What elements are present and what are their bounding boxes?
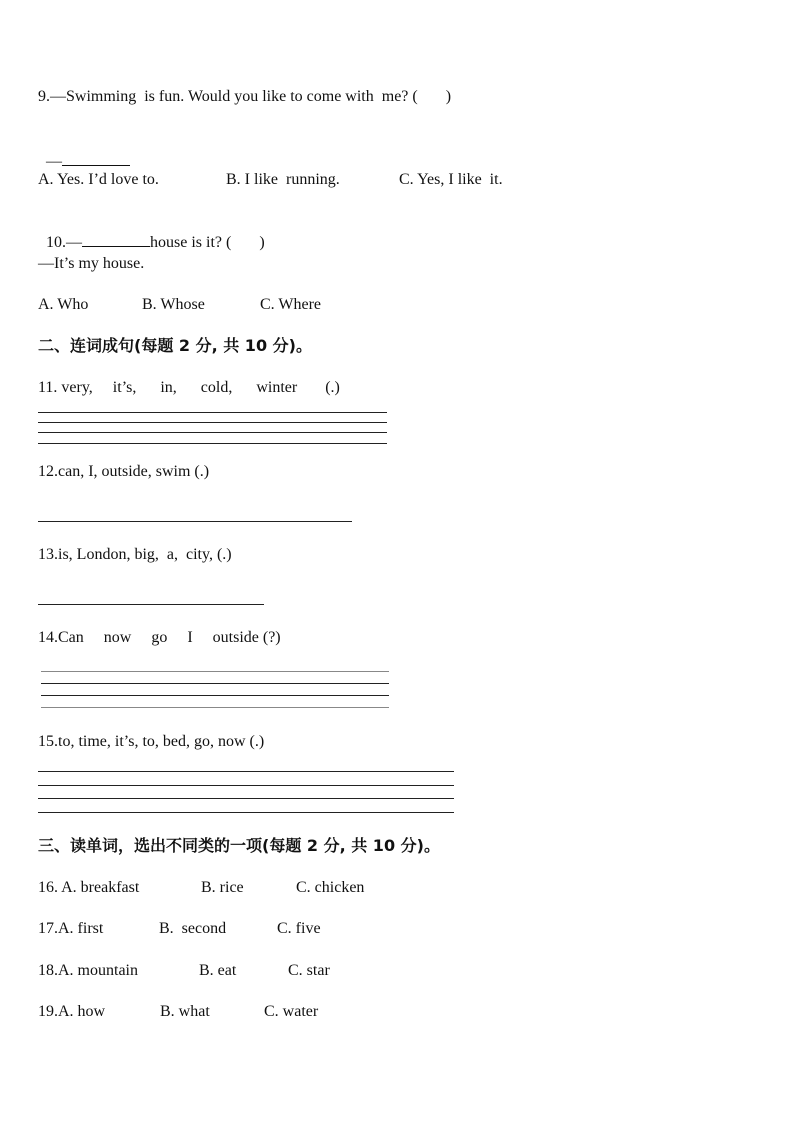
- q10-option-b[interactable]: B. Whose: [142, 296, 205, 313]
- question-9: 9.—Swimming is fun. Would you like to come with me? ( ): [38, 88, 452, 105]
- q10-option-c[interactable]: C. Where: [260, 296, 322, 313]
- q19-option-c[interactable]: C. water: [264, 1003, 319, 1020]
- q15-writing-line-1[interactable]: [38, 771, 454, 772]
- q17-option-b[interactable]: B. second: [159, 920, 227, 937]
- q11-writing-line-1[interactable]: [38, 412, 387, 413]
- q9-option-b[interactable]: B. I like running.: [226, 171, 340, 188]
- q18-option-b[interactable]: B. eat: [199, 962, 237, 979]
- q12-answer-line[interactable]: [38, 521, 352, 522]
- question-12: 12.can, I, outside, swim (.): [38, 463, 210, 480]
- section-3-heading: 三、读单词，选出不同类的一项(每题 2 分, 共 10 分)。: [38, 836, 440, 855]
- q16-option-b[interactable]: B. rice: [201, 879, 244, 896]
- q19-option-b[interactable]: B. what: [160, 1003, 210, 1020]
- question-14: 14.Can now go I outside (?): [38, 629, 281, 646]
- q9-option-a[interactable]: A. Yes. I’d love to.: [38, 171, 159, 188]
- q14-writing-line-1[interactable]: [41, 671, 389, 672]
- answer-dash: —: [46, 153, 62, 170]
- q10-prefix: 10.—: [46, 234, 82, 251]
- question-10: [38, 212, 265, 253]
- q17-option-c[interactable]: C. five: [277, 920, 321, 937]
- q16-option-a[interactable]: 16. A. breakfast: [38, 879, 140, 896]
- question-13: 13.is, London, big, a, city, (.): [38, 546, 232, 563]
- q14-writing-line-2[interactable]: [41, 683, 389, 684]
- q19-option-a[interactable]: 19.A. how: [38, 1003, 106, 1020]
- q14-writing-line-4[interactable]: [41, 707, 389, 708]
- q16-option-c[interactable]: C. chicken: [296, 879, 365, 896]
- q18-option-c[interactable]: C. star: [288, 962, 330, 979]
- q15-writing-line-3[interactable]: [38, 798, 454, 799]
- q10-option-a[interactable]: A. Who: [38, 296, 89, 313]
- q14-writing-line-3[interactable]: [41, 695, 389, 696]
- q15-writing-line-4[interactable]: [38, 812, 454, 813]
- q11-writing-line-2[interactable]: [38, 422, 387, 423]
- q13-answer-line[interactable]: [38, 604, 264, 605]
- question-15: 15.to, time, it’s, to, bed, go, now (.): [38, 733, 265, 750]
- q11-writing-line-3[interactable]: [38, 432, 387, 433]
- question-11: 11. very, it’s, in, cold, winter (.): [38, 379, 340, 396]
- section-2-heading: 二、连词成句(每题 2 分, 共 10 分)。: [38, 336, 312, 355]
- q11-writing-line-4[interactable]: [38, 443, 387, 444]
- q10-suffix: house is it? ( ): [150, 234, 265, 251]
- answer-blank[interactable]: [62, 151, 130, 166]
- q9-option-c[interactable]: C. Yes, I like it.: [399, 171, 503, 188]
- q15-writing-line-2[interactable]: [38, 785, 454, 786]
- question-9-answer-line[interactable]: [38, 131, 130, 172]
- q17-option-a[interactable]: 17.A. first: [38, 920, 104, 937]
- q18-option-a[interactable]: 18.A. mountain: [38, 962, 138, 979]
- q10-reply: —It’s my house.: [38, 255, 145, 272]
- q10-blank[interactable]: [82, 232, 150, 247]
